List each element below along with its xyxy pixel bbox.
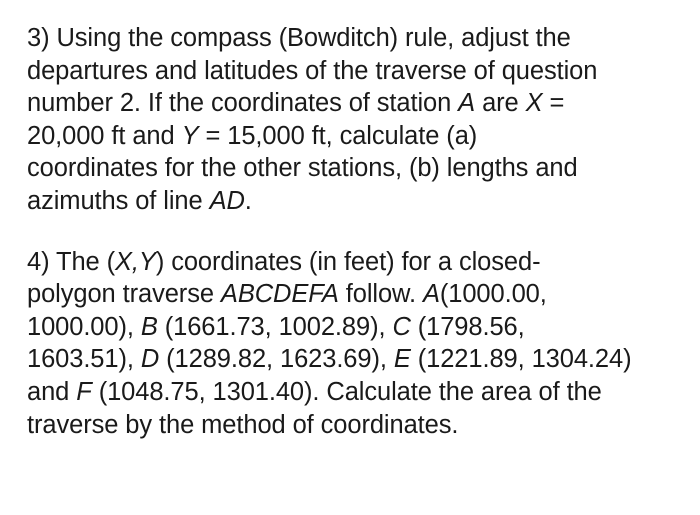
variable-text: A xyxy=(458,89,476,118)
text-run: 20,000 ft and xyxy=(27,121,182,150)
document-page xyxy=(27,22,687,441)
variable-text: Y xyxy=(181,121,199,150)
question-line xyxy=(27,120,687,153)
variable-text: AD xyxy=(209,186,245,215)
question-line xyxy=(27,22,687,55)
text-run: departures and latitudes of the traverse of question xyxy=(27,56,598,85)
variable-text: B xyxy=(140,312,158,341)
text-run: = 15,000 ft, calculate (a) xyxy=(198,121,478,150)
text-run: . xyxy=(244,186,252,215)
question-line xyxy=(27,343,687,376)
variable-text: E xyxy=(393,345,411,374)
text-run: (1000.00, xyxy=(439,280,547,309)
question-line xyxy=(27,246,687,279)
text-run: 1000.00), xyxy=(27,312,141,341)
text-run: (1221.89, 1304.24) xyxy=(410,345,632,374)
variable-text: X,Y xyxy=(115,247,156,276)
variable-text: ABCDEFA xyxy=(220,280,339,309)
text-run: (1661.73, 1002.89), xyxy=(157,312,393,341)
text-run: traverse by the method of coordinates. xyxy=(27,410,459,439)
question-line xyxy=(27,185,687,218)
text-run: 4) The ( xyxy=(27,247,116,276)
question-line xyxy=(27,376,687,409)
question-line xyxy=(27,55,687,88)
text-run: 1603.51), xyxy=(27,345,141,374)
text-run: follow. xyxy=(338,280,423,309)
text-run: (1798.56, xyxy=(410,312,525,341)
text-run: number 2. If the coordinates of station xyxy=(27,89,459,118)
question-3 xyxy=(27,22,687,218)
variable-text: C xyxy=(392,312,411,341)
question-4 xyxy=(27,246,687,442)
variable-text: A xyxy=(422,280,440,309)
question-line xyxy=(27,278,687,311)
text-run: (1289.82, 1623.69), xyxy=(159,345,394,374)
variable-text: F xyxy=(76,377,92,406)
question-line xyxy=(27,311,687,344)
text-run: are xyxy=(475,89,526,118)
text-run: polygon traverse xyxy=(27,280,221,309)
question-line xyxy=(27,409,687,442)
question-line xyxy=(27,152,687,185)
variable-text: X xyxy=(525,89,543,118)
text-run: coordinates for the other stations, (b) lengths and xyxy=(27,154,578,183)
text-run: 3) Using the compass (Bowditch) rule, adjust the xyxy=(27,24,571,52)
text-run: and xyxy=(27,377,77,406)
text-run: azimuths of line xyxy=(27,186,210,215)
text-run: (1048.75, 1301.40). Calculate the area of the xyxy=(91,377,602,406)
text-run: ) coordinates (in feet) for a closed- xyxy=(155,247,541,276)
text-run: = xyxy=(542,89,565,118)
question-line xyxy=(27,87,687,120)
variable-text: D xyxy=(140,345,160,374)
